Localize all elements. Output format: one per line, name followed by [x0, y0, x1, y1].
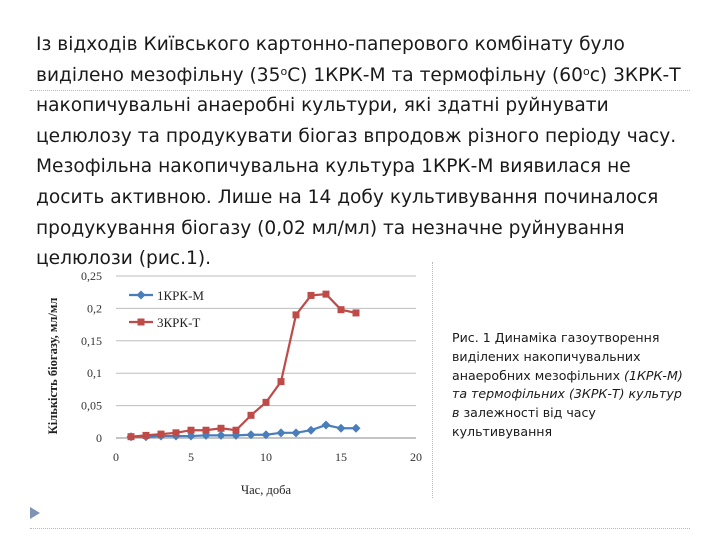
legend-marker [137, 291, 146, 300]
data-point [248, 412, 255, 419]
data-point [352, 424, 361, 433]
data-point [158, 431, 165, 438]
y-axis-title: Кількість біогазу, мл/мл [46, 297, 60, 435]
x-tick-label: 5 [188, 450, 194, 464]
chart-legend [129, 288, 204, 330]
legend-label: 3КРК-Т [157, 315, 201, 330]
x-tick-label: 10 [260, 450, 272, 464]
data-point [188, 427, 195, 434]
data-point [307, 426, 316, 435]
legend-entry [129, 288, 204, 303]
paragraph-part-1: Із відходів Київського картонно-паперового комбінату було виділено мезофільну (35 [36, 34, 625, 86]
series-line [131, 425, 356, 437]
caption-part-2: (1КРК-М) та термофільних (3КРК-Т) культур в [452, 367, 683, 421]
x-tick-label: 15 [335, 450, 347, 464]
legend-label: 1КРК-М [157, 288, 204, 303]
chart-series [127, 291, 361, 442]
y-tick-label: 0 [96, 431, 102, 445]
data-point [218, 425, 225, 432]
caption-part-3: залежності від часу культивування [452, 405, 596, 439]
bottom-rule [30, 528, 690, 529]
x-tick-label: 0 [113, 450, 119, 464]
data-point [173, 429, 180, 436]
y-tick-label: 0,2 [87, 301, 102, 316]
slide-bullet-icon [29, 506, 41, 520]
biogas-chart [40, 262, 440, 502]
data-point [338, 306, 345, 313]
caption-part-1: Рис. 1 Динаміка газоутворення виділених накопичувальних анаеробних мезофільних [452, 330, 660, 383]
data-point [143, 432, 150, 439]
data-point [292, 428, 301, 437]
data-point [278, 378, 285, 385]
data-point [337, 424, 346, 433]
data-point [277, 428, 286, 437]
legend-entry [129, 315, 200, 330]
data-point [217, 431, 226, 440]
y-tick-label: 0,25 [81, 269, 102, 283]
y-tick-label: 0,15 [81, 333, 102, 348]
y-tick-label: 0,05 [81, 398, 102, 413]
legend-marker [138, 319, 145, 326]
data-point [353, 309, 360, 316]
body-paragraph [36, 30, 696, 275]
data-point [293, 311, 300, 318]
data-point [233, 427, 240, 434]
data-point [323, 291, 330, 298]
paragraph-part-3: с) 3КРК-Т накопичувальні анаеробні культури, які здатні руйнувати целюлозу та продукувати біогаз впродовж різного періоду часу. Мезофільна накопичувальна культура 1КРК-М виявилася не досить активною. Лише на 14 добу культивування починалося продукування біогазу (0,02 мл/мл) та незначне руйнування целюлози (рис.1). [36, 64, 681, 270]
x-tick-label: 20 [410, 450, 422, 464]
x-axis-title: Час, доба [241, 483, 291, 497]
data-point [203, 427, 210, 434]
data-point [308, 292, 315, 299]
data-point [263, 399, 270, 406]
degree-mark-1: о [280, 64, 288, 78]
data-point [128, 433, 135, 440]
chart-svg [40, 262, 440, 502]
data-point [322, 421, 331, 430]
y-tick-label: 0,1 [87, 366, 102, 381]
paragraph-part-2: С) 1КРК-М та термофільну (60 [287, 64, 583, 86]
series-2 [128, 291, 360, 441]
degree-mark-2: о [582, 64, 590, 78]
figure-caption [452, 329, 692, 442]
